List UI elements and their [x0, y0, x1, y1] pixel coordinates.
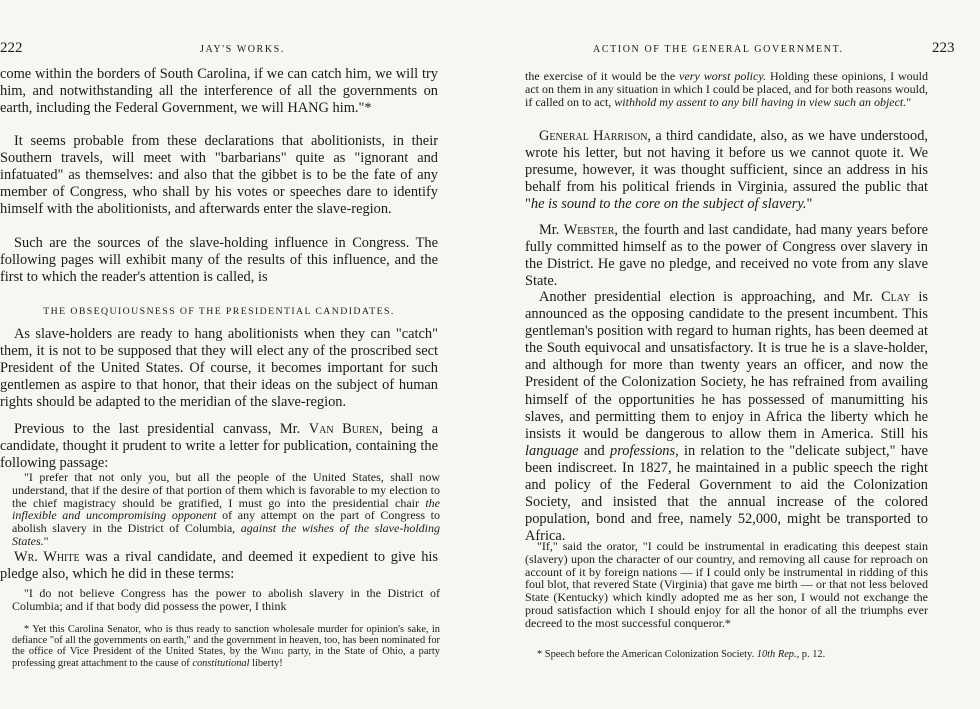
harrison-name: General Harrison,	[539, 128, 652, 144]
section-heading: THE OBSEQUIOUSNESS OF THE PRESIDENTIAL CANDIDATES.	[43, 306, 395, 317]
right-paragraph-3: Another presidential election is approaching, and Mr. Clay is announced as the opposing candidate to the present incumbent. This gentleman's position with regard to human rights, has been deemed at the South equivocal and unsatisfactory. It is true he is a slave-holder, and although for more than twenty years an officer, and now the President of the Colonization Society, he has refrained from availing himself of the opportunities he has possessed of manumitting his slaves, and permitting them to enjoy in Africa the liberty which he insists it would be dangerous to allow them in America. Still his language and professions, in relation to the "delicate subject," have been indiscreet. In 1827, he maintained in a public speech the right and policy of the Federal Government to aid the Colonization Society, and insisted that the annual increase of the colored population, bond and free, namely 52,000, might be transported to Africa.	[525, 289, 928, 545]
van-buren-name: Van Buren,	[308, 421, 383, 437]
right-page-number: 223	[932, 40, 955, 56]
left-footnote: * Yet this Carolina Senator, who is thus ready to sanction wholesale murder for opinion's sake, in defiance "of all the governments on earth," and the government in heaven, too, has been nominated for the office of Vice President of the United States, by the Whig party, in the State of Ohio, a party professing great attachment to the cause of constitutional liberty!	[12, 624, 440, 669]
white-name: Wr. White	[14, 549, 80, 565]
right-paragraph-2: Mr. Webster, the fourth and last candidate, had many years before fully committed himself as to the power of Congress over slavery in the District. He gave no pledge, and received no vote from any slave State.	[525, 222, 928, 290]
white-quote: "I do not believe Congress has the power to abolish slavery in the District of Columbia; and if that body did possess the power, I think	[12, 586, 440, 613]
right-paragraph-1: General Harrison, a third candidate, also, as we have understood, wrote his letter, but not having it before us we cannot quote it. We presume, however, it was thought sufficient, since an address in his behalf from his political friends in Virginia, assured the public that "he is sound to the core on the subject of slavery."	[525, 128, 928, 213]
right-footnote: * Speech before the American Colonization Society. 10th Rep., p. 12.	[537, 649, 826, 660]
left-paragraph-3: Such are the sources of the slave-holding influence in Congress. The following pages will exhibit many of the results of this influence, and the first to which the reader's attention is called, is	[0, 235, 438, 286]
left-paragraph-1: come within the borders of South Carolina, if we can catch him, we will try him, and notwithstanding all the interference of all the governments on earth, including the Federal Government, we will HANG him."*	[0, 66, 438, 117]
left-running-title: JAY'S WORKS.	[200, 44, 285, 55]
left-page-number: 222	[0, 40, 23, 56]
white-quote-continued: the exercise of it would be the very worst policy. Holding these opinions, I would act on them in any situation in which I could be placed, and for both reasons would, if called on to act, withhold my assent to any bill having in view such an object."	[525, 69, 929, 109]
left-running-head	[0, 40, 450, 60]
right-page	[525, 0, 975, 709]
left-page	[0, 0, 450, 709]
left-paragraph-6: Wr. White was a rival candidate, and deemed it expedient to give his pledge also, which he did in these terms:	[0, 549, 438, 583]
right-running-title: ACTION OF THE GENERAL GOVERNMENT.	[593, 44, 844, 55]
left-paragraph-5: Previous to the last presidential canvass, Mr. Van Buren, being a candidate, thought it prudent to write a letter for publication, containing the following passage:	[0, 421, 438, 472]
clay-quote: "If," said the orator, "I could be instrumental in eradicating this deepest stain (slavery) upon the character of our country, and removing all cause for reproach on account of it by foreign nations — if I could only be instrumental in ridding of this foul blot, that revered State (Virginia) that gave me birth — or that not less beloved State (Kentucky) which kindly adopted me as her son, I would not exchange the proud satisfaction which I should enjoy for all the honor of all the triumphs ever decreed to the most successful conqueror.*	[525, 539, 928, 630]
left-paragraph-4: As slave-holders are ready to hang abolitionists when they can "catch" them, it is not to be supposed that they will elect any of the proscribed sect President of the United States. Of course, it becomes important for such gentlemen as aspire to that honor, that their ideas on the subject of human rights should be adapted to the meridian of the slave-region.	[0, 326, 438, 411]
webster-name: Webster,	[563, 222, 619, 238]
right-running-head	[525, 40, 975, 60]
left-paragraph-2: It seems probable from these declarations that abolitionists, in their Southern travels, will meet with "barbarians" quite as "ignorant and infatuated" as themselves: and also that the gibbet is to be the fate of any member of Congress, who shall by his votes or speeches dare to identify himself with the abolitionists, and afterwards enter the slave-region.	[0, 133, 438, 218]
van-buren-quote: "I prefer that not only you, but all the people of the United States, shall now understand, that if the desire of that portion of them which is favorable to my election to the chief magistracy should be gratified, I must go into the presidential chair the inflexible and uncompromising opponent of any attempt on the part of Congress to abolish slavery in the District of Columbia, against the wishes of the slave-holding States."	[12, 470, 441, 548]
clay-name: Clay	[881, 289, 911, 305]
